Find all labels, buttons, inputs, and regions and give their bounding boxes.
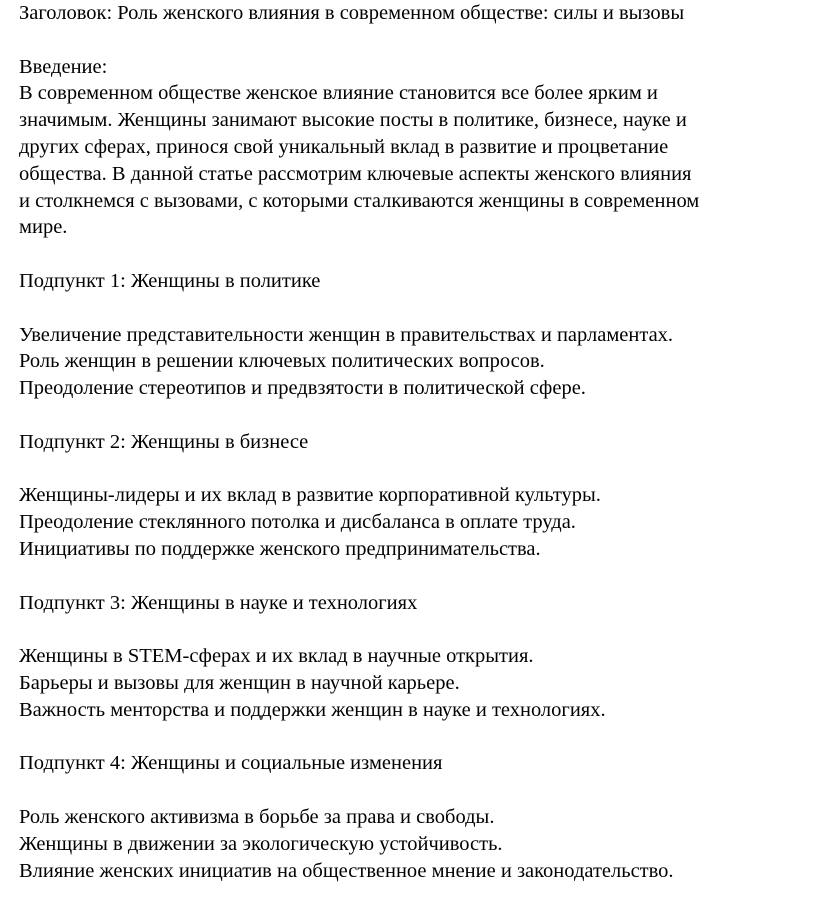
section-item: Влияние женских инициатив на общественное мнение и законодательство. xyxy=(19,859,674,882)
section-item: Важность менторства и поддержки женщин в науке и технологиях. xyxy=(19,698,606,721)
section-item: Роль женского активизма в борьбе за права и свободы. xyxy=(19,805,495,828)
intro-label: Введение: xyxy=(19,55,108,78)
section-item: Женщины в движении за экологическую устойчивость. xyxy=(19,832,503,855)
document-title: Заголовок: Роль женского влияния в современном обществе: силы и вызовы xyxy=(19,2,685,24)
spacer xyxy=(19,616,809,643)
spacer xyxy=(19,402,809,429)
spacer xyxy=(19,27,809,54)
section-social xyxy=(19,750,809,884)
section-item: Инициативы по поддержке женского предпринимательства. xyxy=(19,537,541,560)
section-item: Женщины в STEM-сферах и их вклад в научные открытия. xyxy=(19,645,534,668)
spacer xyxy=(19,241,809,268)
section-heading: Подпункт 1: Женщины в политике xyxy=(19,269,321,292)
section-heading: Подпункт 2: Женщины в бизнесе xyxy=(19,430,309,453)
spacer xyxy=(19,295,809,322)
section-item: Увеличение представительности женщин в правительствах и парламентах. xyxy=(19,323,674,346)
section-item: Барьеры и вызовы для женщин в научной карьере. xyxy=(19,671,460,694)
section-item: Преодоление стереотипов и предвзятости в политической сфере. xyxy=(19,377,586,400)
intro-line: В современном обществе женское влияние становится все более ярким и xyxy=(19,82,658,105)
intro-line: и столкнемся с вызовами, с которыми сталкиваются женщины в современном xyxy=(19,189,700,212)
section-politics xyxy=(19,268,809,402)
spacer xyxy=(19,456,809,483)
section-heading: Подпункт 4: Женщины и социальные изменения xyxy=(19,752,443,775)
intro-line: других сферах, принося свой уникальный вклад в развитие и процветание xyxy=(19,135,669,158)
spacer xyxy=(19,724,809,751)
intro-paragraph xyxy=(19,80,809,241)
section-item: Роль женщин в решении ключевых политических вопросов. xyxy=(19,350,545,373)
intro-line: общества. В данной статье рассмотрим ключевые аспекты женского влияния xyxy=(19,162,692,185)
section-heading: Подпункт 3: Женщины в науке и технологиях xyxy=(19,591,418,614)
spacer xyxy=(19,777,809,804)
spacer xyxy=(19,563,809,590)
intro-line: мире. xyxy=(19,216,68,239)
intro-line: значимым. Женщины занимают высокие посты в политике, бизнесе, науке и xyxy=(19,109,687,132)
section-item: Женщины-лидеры и их вклад в развитие корпоративной культуры. xyxy=(19,484,601,507)
section-item: Преодоление стеклянного потолка и дисбаланса в оплате труда. xyxy=(19,511,576,534)
section-business xyxy=(19,429,809,563)
section-science xyxy=(19,590,809,724)
